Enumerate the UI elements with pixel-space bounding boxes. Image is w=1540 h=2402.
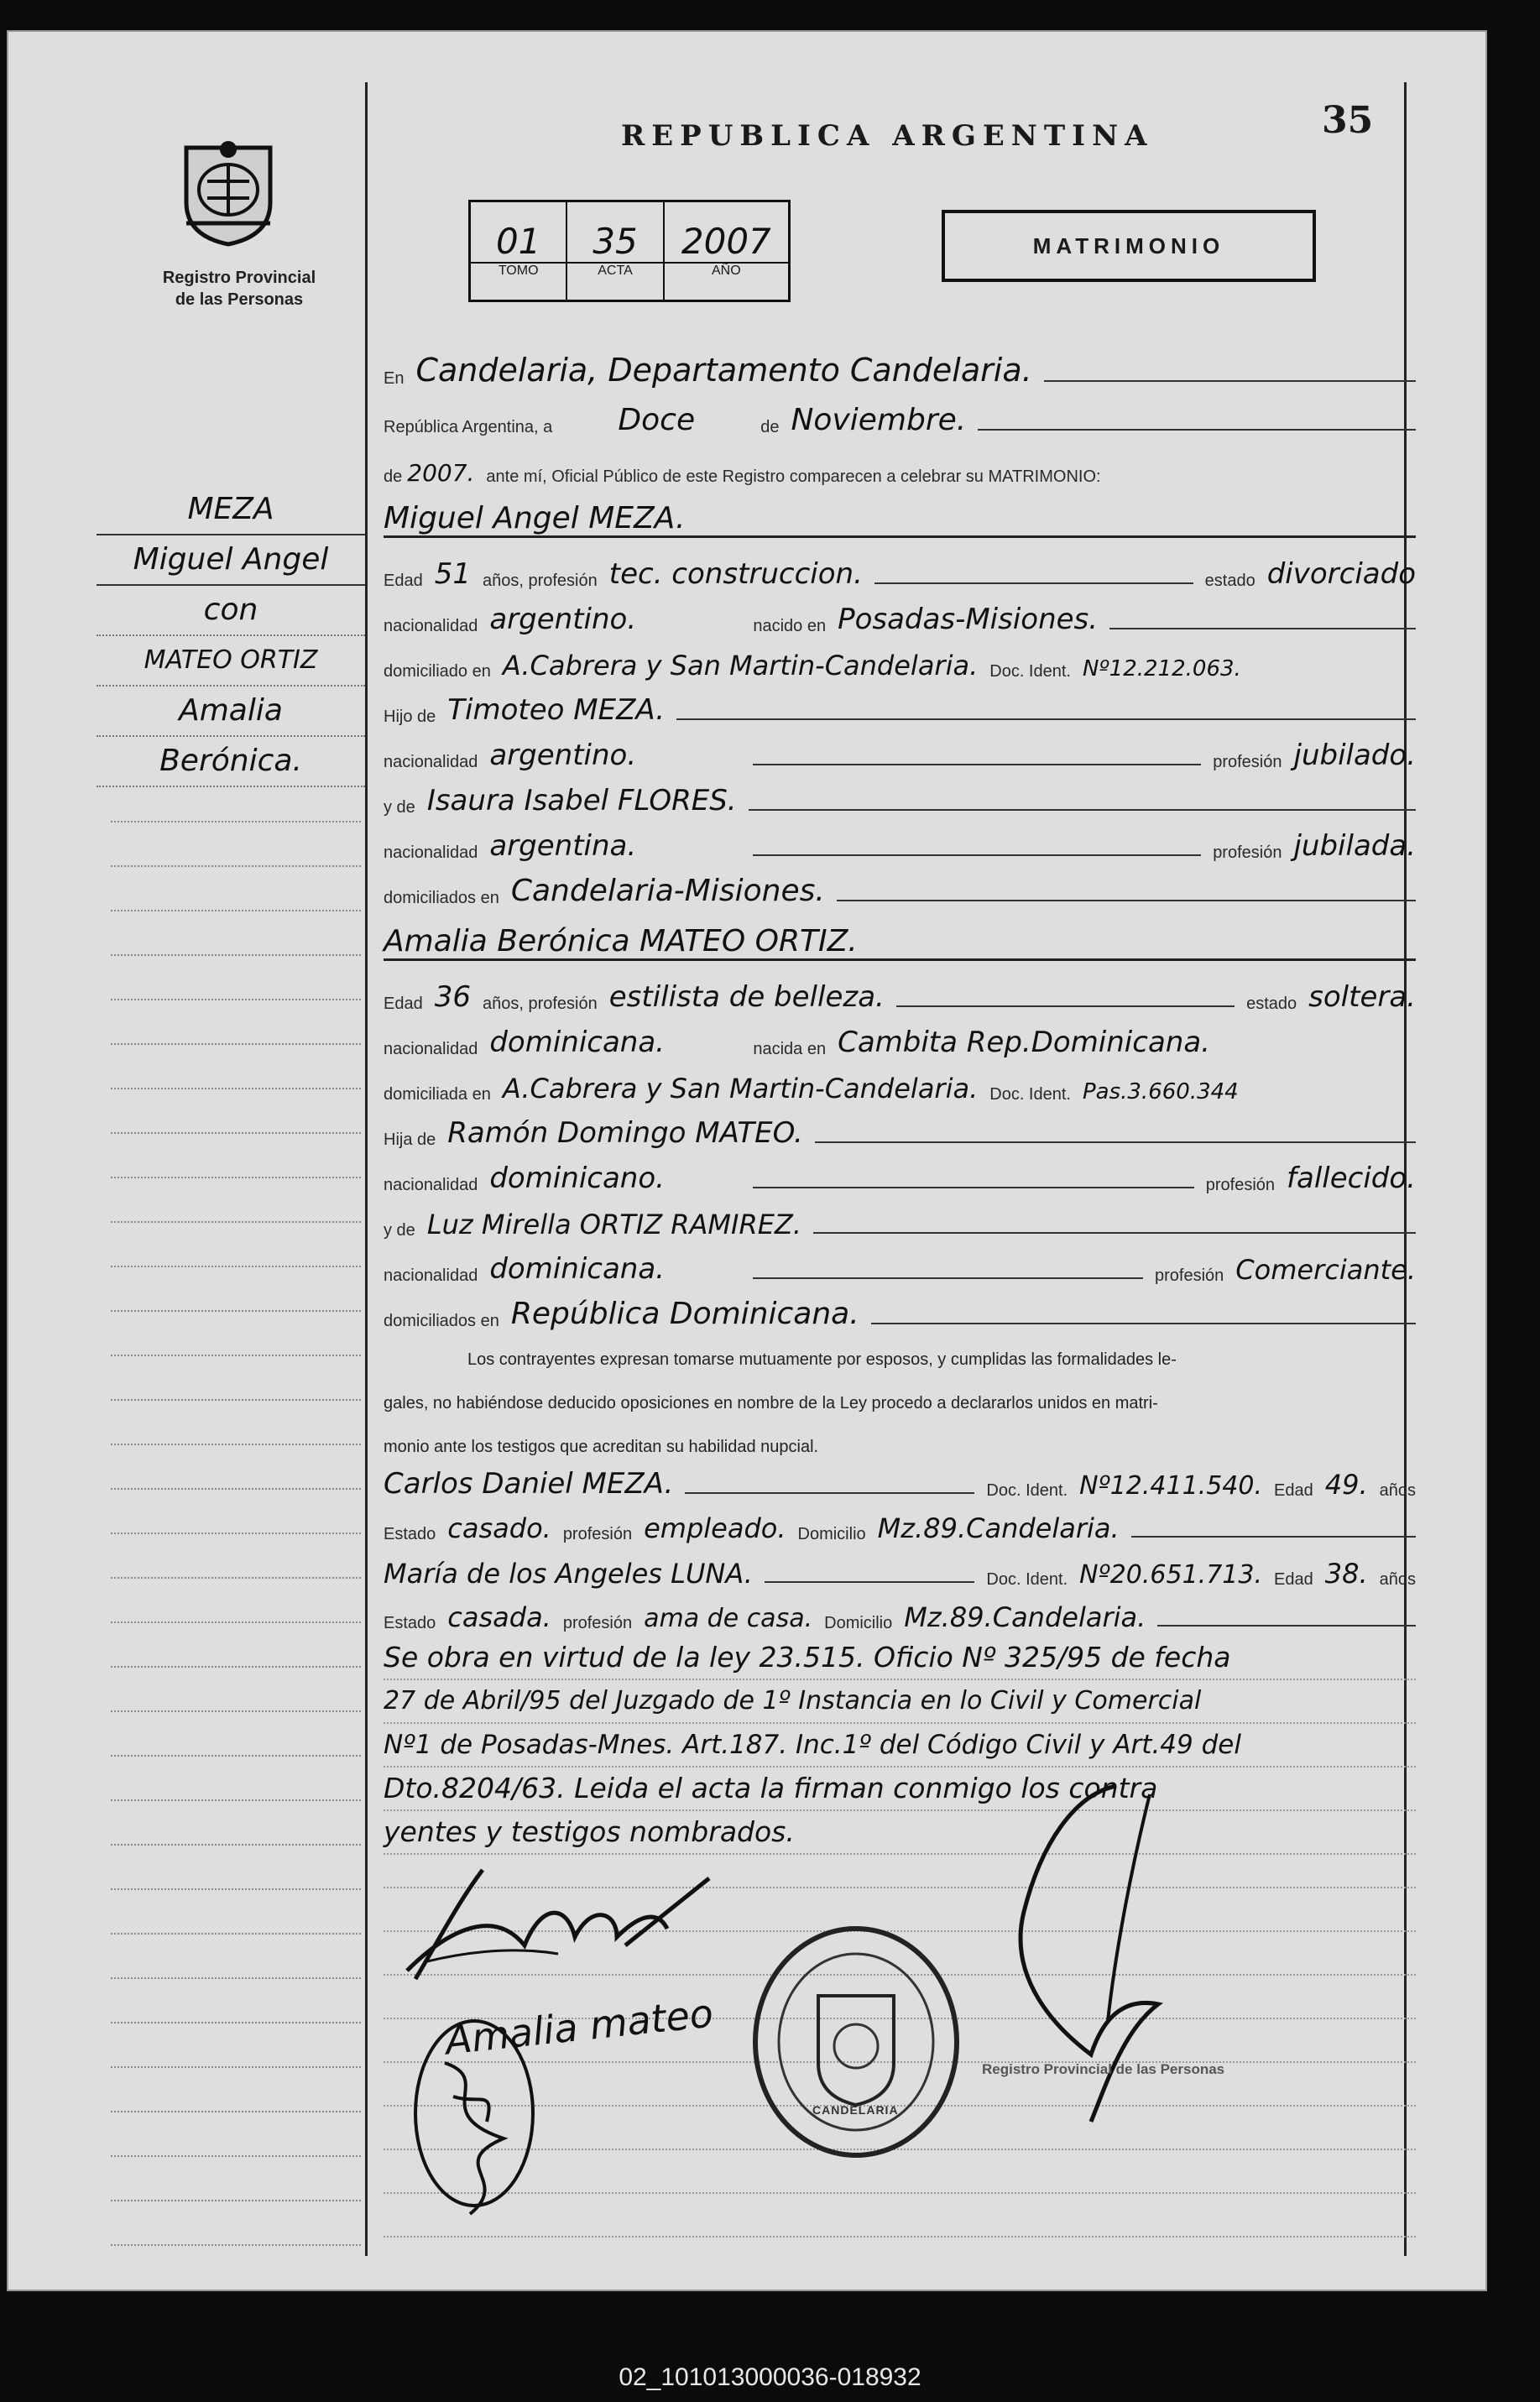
ruled-line — [111, 865, 361, 867]
margin-given2b: Berónica. — [97, 737, 365, 787]
declaration-text: Los contrayentes expresan tomarse mutuamente por esposos, y cumplidas las formalidades le- gales, no habiéndose deducido oposiciones en nombre de la Ley procedo a declararlos unidos en matri- monio ante los testigos que acreditan su habilidad nupcial. — [384, 1350, 1177, 1456]
bride-name-row — [384, 925, 1416, 961]
act-reference-box — [468, 200, 791, 302]
acta-value: 35 — [567, 221, 662, 264]
bride-age-row: Edad 36 años, profesión estilista de belleza. estado soltera. — [384, 980, 1416, 1014]
ruled-line — [111, 1755, 361, 1757]
ruled-line — [111, 910, 361, 911]
groom-mother-row: y de Isaura Isabel FLORES. — [384, 784, 1416, 817]
province-emblem-icon — [170, 131, 287, 248]
ruled-line — [111, 999, 361, 1000]
ruled-line — [111, 2244, 361, 2246]
bride-father-nat-row: nacionalidad dominicano. profesión fallecido. — [384, 1162, 1416, 1195]
signature-2: Amalia mateo — [443, 1990, 716, 2064]
left-margin-rule — [365, 82, 368, 2256]
acta-label: ACTA — [598, 264, 633, 278]
seal-center-text: CANDELARIA — [812, 2103, 899, 2117]
ruled-line — [111, 1266, 361, 1267]
ruled-line — [384, 2236, 1416, 2238]
ruled-line — [111, 1399, 361, 1401]
year-value: 2007. — [407, 459, 475, 487]
margin-given2a: Amalia — [97, 687, 365, 737]
margin-annotation — [97, 485, 365, 787]
note-line: Dto.8204/63. Leida el acta la firman conmigo los contra — [384, 1768, 1416, 1811]
date-row: República Argentina, a Doce de Noviembre. — [384, 404, 1416, 437]
ruled-line — [111, 1933, 361, 1935]
ruled-line — [111, 1177, 361, 1178]
ruled-line — [111, 1888, 361, 1890]
signature-1 — [390, 1853, 726, 1987]
tomo-value: 01 — [471, 221, 566, 264]
acta-cell — [567, 202, 664, 300]
ruled-line — [111, 1444, 361, 1445]
registry-stamp: Registro Provincial de las Personas — [982, 2061, 1225, 2077]
ruled-line — [111, 1844, 361, 1846]
witness2-name: María de los Angeles LUNA. — [384, 1558, 753, 1590]
ruled-line — [111, 1310, 361, 1312]
groom-nat-row: nacionalidad argentino. nacido en Posadas-Misiones. — [384, 603, 1416, 636]
day-value: Doce — [618, 403, 696, 437]
tomo-label: TOMO — [498, 264, 539, 278]
page-number: 35 — [1322, 99, 1374, 142]
file-id: 02_101013000036-018932 — [619, 2363, 921, 2391]
bride-nat-row: nacionalidad dominicana. nacida en Cambita Rep.Dominicana. — [384, 1026, 1210, 1059]
witness1-name-row: Carlos Daniel MEZA. Doc. Ident. Nº12.411.540. Edad 49. años — [384, 1467, 1416, 1501]
place-row: En Candelaria, Departamento Candelaria. — [384, 355, 1416, 389]
official-seal-icon — [747, 1920, 965, 2164]
anio-value: 2007 — [665, 221, 788, 264]
groom-age-row: Edad 51 años, profesión tec. construccion. estado divorciado — [384, 557, 1416, 591]
register-page — [7, 30, 1487, 2291]
groom-dom-row: domiciliado en A.Cabrera y San Martin-Candelaria. Doc. Ident. Nº12.212.063. — [384, 650, 1241, 681]
anio-cell — [665, 202, 788, 300]
place-value: Candelaria, Departamento Candelaria. — [415, 352, 1032, 389]
groom-name: Miguel Angel MEZA. — [384, 501, 686, 535]
ruled-line — [111, 1088, 361, 1089]
ruled-line — [111, 2022, 361, 2023]
ruled-line — [111, 1799, 361, 1801]
bride-father-row: Hija de Ramón Domingo MATEO. — [384, 1116, 1416, 1150]
margin-surname2: MATEO ORTIZ — [97, 636, 365, 687]
groom-name-row — [384, 502, 1416, 538]
ruled-line — [111, 1488, 361, 1490]
ruled-line — [111, 954, 361, 956]
margin-given1: Miguel Angel — [97, 535, 365, 586]
groom-father-nat-row: nacionalidad argentino. profesión jubilado. — [384, 739, 1416, 772]
month-value: Noviembre. — [791, 403, 967, 437]
witness2-detail-row: Estado casada. profesión ama de casa. Domicilio Mz.89.Candelaria. — [384, 1600, 1416, 1633]
groom-mother-nat-row: nacionalidad argentina. profesión jubilada. — [384, 829, 1416, 863]
ruled-line — [111, 1355, 361, 1356]
margin-con: con — [97, 586, 365, 636]
ruled-line — [111, 2155, 361, 2157]
ruled-line — [111, 1621, 361, 1623]
bride-mother-row: y de Luz Mirella ORTIZ RAMIREZ. — [384, 1207, 1416, 1240]
margin-surname1: MEZA — [97, 485, 365, 535]
bride-dom-row: domiciliada en A.Cabrera y San Martin-Candelaria. Doc. Ident. Pas.3.660.344 — [384, 1073, 1239, 1104]
bride-mother-nat-row: nacionalidad dominicana. profesión Comerciante. — [384, 1252, 1416, 1286]
note-line: yentes y testigos nombrados. — [384, 1811, 1416, 1855]
witness2-name-row: María de los Angeles LUNA. Doc. Ident. Nº20.651.713. Edad 38. años — [384, 1558, 1416, 1590]
note-line: Se obra en virtud de la ley 23.515. Oficio Nº 325/95 de fecha — [384, 1637, 1416, 1680]
ruled-line — [111, 2111, 361, 2112]
note-line: 27 de Abril/95 del Juzgado de 1º Instancia en lo Civil y Comercial — [384, 1680, 1416, 1724]
witness1-name: Carlos Daniel MEZA. — [384, 1467, 674, 1501]
act-type-box: MATRIMONIO — [942, 210, 1316, 282]
ruled-line — [111, 1533, 361, 1534]
ruled-line — [111, 1977, 361, 1979]
ruled-line — [111, 1710, 361, 1712]
country-heading: REPUBLICA ARGENTINA — [621, 119, 1154, 153]
ruled-line — [111, 2066, 361, 2068]
signature-3 — [394, 2013, 562, 2231]
notes-block — [384, 1637, 1416, 1855]
groom-parents-dom-row: domiciliados en Candelaria-Misiones. — [384, 875, 1416, 908]
ruled-line — [111, 1043, 361, 1045]
bride-name: Amalia Berónica MATEO ORTIZ. — [384, 924, 858, 958]
ruled-line — [111, 2200, 361, 2201]
ruled-line — [111, 821, 361, 822]
bride-parents-dom-row: domiciliados en República Dominicana. — [384, 1298, 1416, 1331]
groom-father-row: Hijo de Timoteo MEZA. — [384, 693, 1416, 727]
note-line: Nº1 de Posadas-Mnes. Art.187. Inc.1º del Código Civil y Art.49 del — [384, 1724, 1416, 1768]
ruled-line — [111, 1577, 361, 1579]
registry-name: Registro Provincial de las Personas — [162, 269, 316, 309]
ruled-line — [111, 1221, 361, 1223]
witness1-detail-row: Estado casado. profesión empleado. Domicilio Mz.89.Candelaria. — [384, 1511, 1416, 1544]
year-row: de 2007. ante mí, Oficial Público de este Registro comparecen a celebrar su MATRIMONIO: — [384, 459, 1101, 487]
anio-label: AÑO — [711, 264, 741, 278]
tomo-cell — [471, 202, 567, 300]
ruled-line — [111, 1132, 361, 1134]
ruled-line — [111, 1666, 361, 1668]
